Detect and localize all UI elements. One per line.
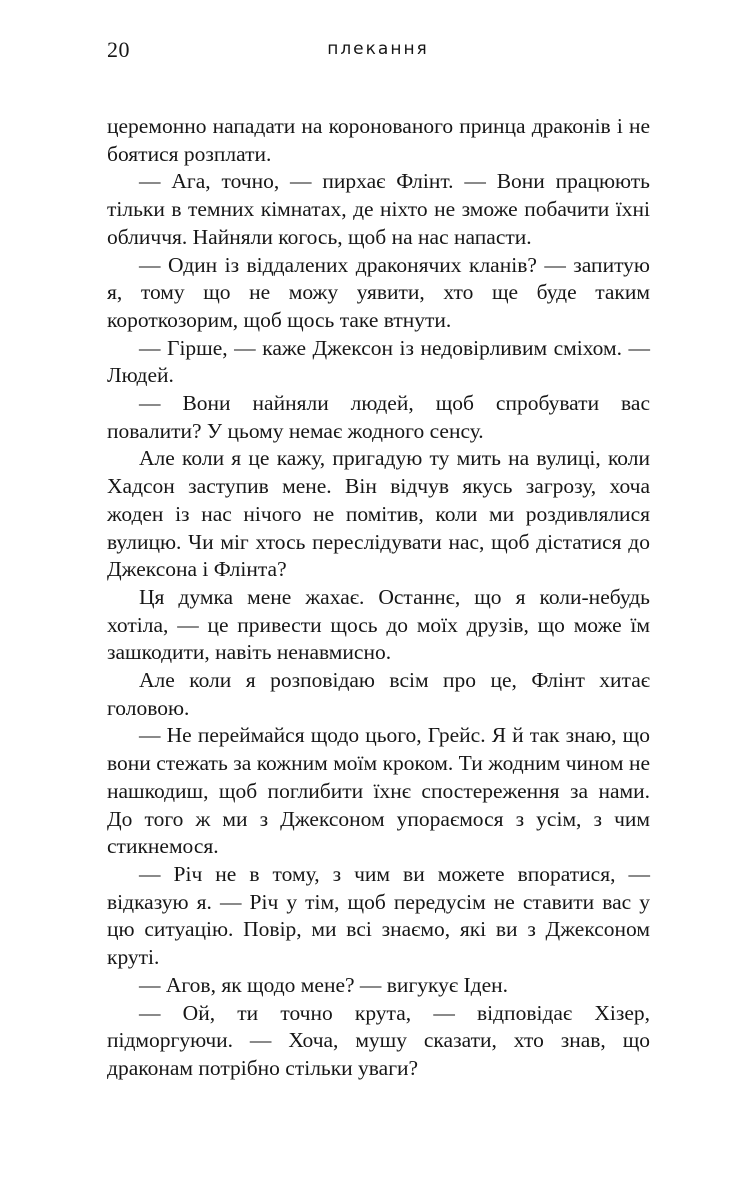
- paragraph: — Ой, ти точно крута, — відповідає Хізер, підморгуючи. — Хоча, мушу сказати, хто знав, що драконам потрібно стільки уваги?: [107, 1000, 650, 1080]
- paragraph: — Гірше, — каже Джексон із недовірливим сміхом. — Людей.: [107, 335, 650, 388]
- paragraph: — Річ не в тому, з чим ви можете впоратися, — відказую я. — Річ у тім, щоб передусім не ставити вас у цю ситуацію. Повір, ми всі знаємо, які ви з Джексоном круті.: [107, 861, 650, 970]
- paragraph: Ця думка мене жахає. Останнє, що я коли-небудь хотіла, — це привести щось до моїх друзів, що може їм зашкодити, навіть ненавмисно.: [107, 584, 650, 665]
- paragraph: — Агов, як щодо мене? — вигукує Іден.: [139, 972, 509, 997]
- paragraph-continued: церемонно нападати на коронованого принца драконів і не боятися розплати.: [107, 114, 650, 166]
- paragraph: Але коли я розповідаю всім про це, Флінт хитає головою.: [107, 668, 650, 720]
- paragraph: — Один із віддалених драконячих кланів? — запитую я, тому що не можу уявити, хто ще буде таким короткозорим, щоб щось таке втнути.: [107, 252, 650, 332]
- paragraph: Але коли я це кажу, пригадую ту мить на вулиці, коли Хадсон заступив мене. Він відчув якусь загрозу, хоча жоден із нас нічого не помітив, коли ми роздивлялися вулицю. Чи міг хтось переслідувати нас, щоб дістатися до Джексона і Флінта?: [107, 446, 650, 582]
- running-title: плекання: [327, 39, 429, 59]
- paragraph: — Не переймайся щодо цього, Грейс. Я й так знаю, що вони стежать за кожним моїм кроком. Ти жодним чином не нашкодиш, щоб поглибити їхнє спостереження за нами. До того ж ми з Джексоном упораємося з усім, з чим стикнемося.: [107, 723, 650, 859]
- paragraph: — Ага, точно, — пирхає Флінт. — Вони працюють тільки в темних кімнатах, де ніхто не зможе побачити їхні обличчя. Найняли когось, щоб на нас напасти.: [107, 169, 650, 249]
- body-text: [107, 113, 650, 1083]
- page-number: 20: [107, 37, 130, 62]
- paragraph: — Вони найняли людей, щоб спробувати вас повалити? У цьому немає жодного сенсу.: [107, 391, 650, 443]
- page-header: [107, 37, 649, 67]
